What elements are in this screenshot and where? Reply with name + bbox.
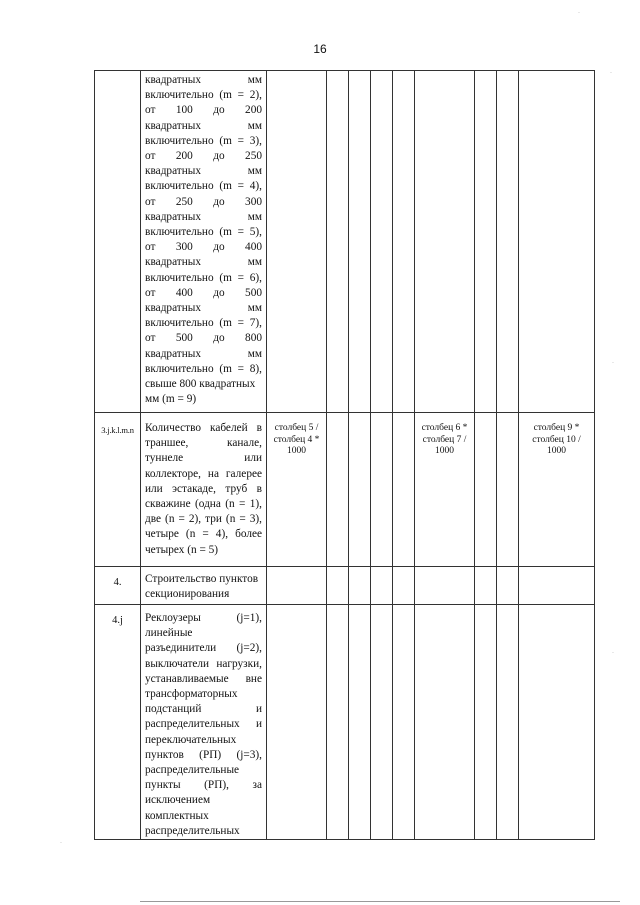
desc-line: квадратных мм	[145, 256, 262, 269]
desc-line: устанавливаемые вне	[145, 672, 262, 685]
desc-line: от 200 до 250	[145, 150, 262, 163]
desc-line: распределительные	[145, 764, 240, 777]
empty-cell	[497, 71, 519, 413]
empty-cell	[371, 71, 393, 413]
desc-line: квадратных мм	[145, 74, 262, 86]
desc-line: от 100 до 200	[145, 104, 262, 117]
desc-line: или эстакаде, труб в	[145, 482, 262, 495]
empty-cell	[393, 413, 415, 567]
desc-line: комплектных	[145, 809, 209, 822]
empty-cell	[267, 71, 327, 413]
desc-line: Количество кабелей в	[145, 422, 262, 434]
empty-cell	[371, 413, 393, 567]
formula-line: столбец 9 *	[533, 423, 580, 433]
empty-cell	[475, 71, 497, 413]
empty-cell	[327, 71, 349, 413]
scan-speck: ·	[60, 840, 62, 846]
desc-line: секционирования	[145, 588, 230, 601]
table-row	[95, 567, 595, 605]
desc-line: мм (m = 9)	[145, 393, 197, 406]
desc-line: трансформаторных	[145, 688, 238, 701]
scan-speck: ·	[610, 70, 612, 76]
row-number: 4.	[95, 567, 141, 605]
empty-cell	[415, 71, 475, 413]
desc-line: квадратных мм	[145, 165, 262, 178]
empty-cell	[519, 567, 595, 605]
desc-line: квадратных мм	[145, 119, 262, 132]
empty-cell	[327, 605, 349, 840]
desc-line: Строительство пунктов	[145, 573, 259, 585]
empty-cell	[393, 71, 415, 413]
row-number	[95, 71, 141, 413]
formula-line: столбец 10 /	[532, 434, 581, 445]
table-row	[95, 71, 595, 413]
scan-speck: ·	[612, 360, 614, 366]
formula-cell	[415, 413, 475, 567]
row-description	[141, 413, 267, 567]
desc-line: от 250 до 300	[145, 195, 262, 208]
empty-cell	[475, 567, 497, 605]
desc-line: квадратных мм	[145, 347, 262, 360]
empty-cell	[475, 605, 497, 840]
desc-line: четыре (n = 4), более	[145, 528, 262, 541]
desc-line: свыше 800 квадратных	[145, 378, 256, 391]
desc-line: включительно (m = 8),	[145, 362, 262, 375]
empty-cell	[327, 567, 349, 605]
empty-cell	[393, 605, 415, 840]
empty-cell	[519, 71, 595, 413]
empty-cell	[497, 567, 519, 605]
data-table	[94, 70, 595, 840]
empty-cell	[393, 567, 415, 605]
scan-speck: ·	[578, 10, 580, 16]
desc-line: две (n = 2), три (n = 3),	[145, 513, 262, 526]
empty-cell	[327, 413, 349, 567]
row-number: 3.j.k.l.m.n	[95, 413, 141, 567]
empty-cell	[371, 567, 393, 605]
row-description	[141, 71, 267, 413]
empty-cell	[519, 605, 595, 840]
row-number: 4.j	[95, 605, 141, 840]
desc-line: выключатели нагрузки,	[145, 657, 262, 670]
desc-line: распределительных и	[145, 718, 262, 731]
empty-cell	[415, 605, 475, 840]
empty-cell	[349, 605, 371, 840]
empty-cell	[497, 605, 519, 840]
row-description	[141, 605, 267, 840]
desc-line: от 400 до 500	[145, 286, 262, 299]
table-row	[95, 413, 595, 567]
desc-line: четырех (n = 5)	[145, 543, 219, 556]
empty-cell	[497, 413, 519, 567]
desc-line: распределительных	[145, 824, 240, 837]
formula-line: столбец 4 *	[273, 434, 320, 445]
desc-line: скважине (одна (n = 1),	[145, 498, 262, 511]
table-row	[95, 605, 595, 840]
empty-cell	[475, 413, 497, 567]
desc-line: включительно (m = 6),	[145, 271, 262, 284]
desc-line: включительно (m = 5),	[145, 226, 262, 239]
desc-line: Реклоузеры (j=1),	[145, 612, 262, 624]
desc-line: подстанций и	[145, 703, 262, 716]
empty-cell	[349, 413, 371, 567]
empty-cell	[267, 605, 327, 840]
formula-line: 1000	[547, 446, 566, 456]
formula-cell	[267, 413, 327, 567]
row-description	[141, 567, 267, 605]
desc-line: переключательных	[145, 733, 237, 746]
empty-cell	[267, 567, 327, 605]
desc-line: коллекторе, на галерее	[145, 467, 262, 480]
desc-line: квадратных мм	[145, 302, 262, 315]
empty-cell	[415, 567, 475, 605]
empty-cell	[349, 71, 371, 413]
page-number: 16	[313, 42, 327, 56]
desc-line: включительно (m = 2),	[145, 89, 262, 102]
desc-line: квадратных мм	[145, 210, 262, 223]
desc-line: включительно (m = 4),	[145, 180, 262, 193]
desc-line: от 500 до 800	[145, 332, 262, 345]
scan-speck: ·	[612, 650, 614, 656]
formula-cell	[519, 413, 595, 567]
formula-line: 1000	[287, 446, 306, 456]
desc-line: туннеле или	[145, 452, 262, 465]
desc-line: исключением	[145, 794, 211, 807]
desc-line: пунктов (РП) (j=3),	[145, 748, 262, 761]
desc-line: разъединители (j=2),	[145, 642, 262, 655]
desc-line: от 300 до 400	[145, 241, 262, 254]
desc-line: пункты (РП), за	[145, 779, 262, 792]
formula-line: столбец 7 /	[422, 434, 467, 445]
desc-line: линейные	[145, 627, 193, 640]
formula-line: 1000	[435, 446, 454, 456]
desc-line: траншее, канале,	[145, 437, 262, 450]
desc-line: включительно (m = 3),	[145, 134, 262, 147]
desc-line: включительно (m = 7),	[145, 317, 262, 330]
scan-edge-line	[140, 901, 620, 902]
formula-line: столбец 5 /	[274, 423, 319, 433]
formula-line: столбец 6 *	[421, 423, 468, 433]
empty-cell	[371, 605, 393, 840]
empty-cell	[349, 567, 371, 605]
